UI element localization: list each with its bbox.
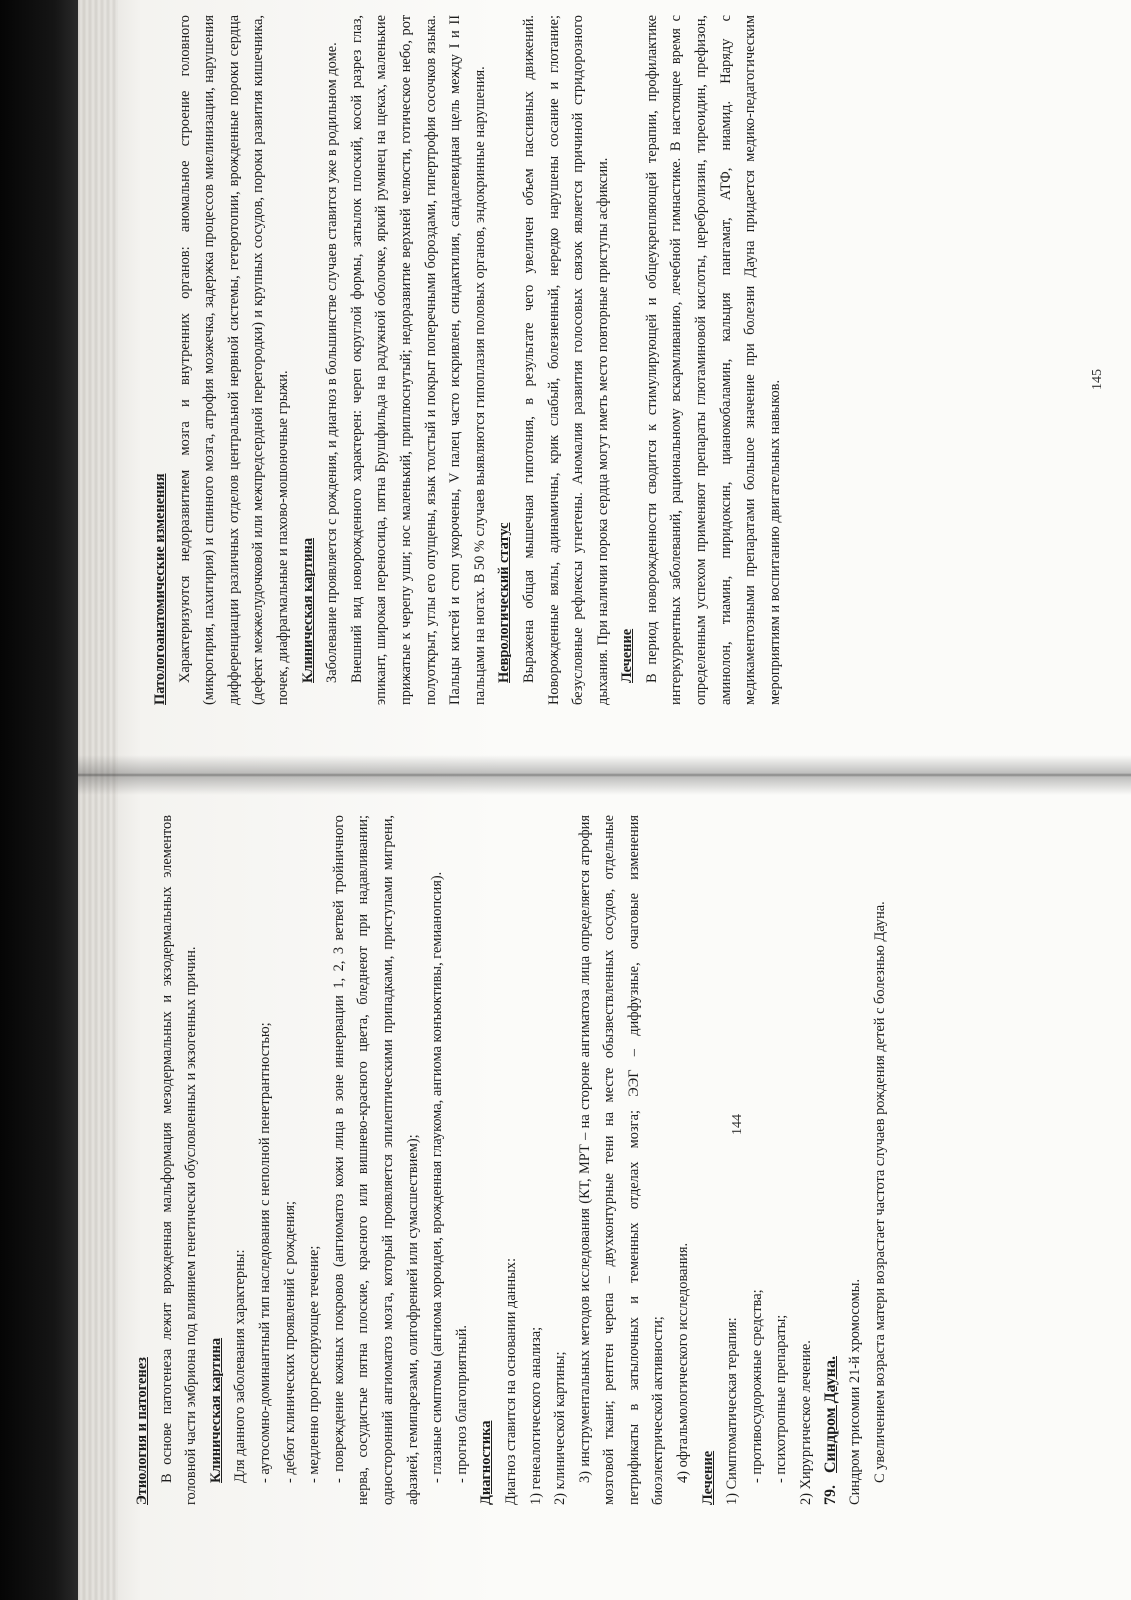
section-title: Синдром Дауна. [821, 1356, 839, 1473]
page-144 [130, 815, 892, 1505]
clinic-item: - медленно прогрессирующее течение; [306, 1245, 323, 1483]
clinic-item: - прогноз благоприятный. [453, 1324, 470, 1483]
treat-item: 2) Хирургическое лечение. [798, 1340, 815, 1505]
diag-item: 1) генеалогического анализа; [527, 1326, 544, 1505]
clinic-item: - аутосомно-доминантный тип наследования с неполной пенетрантностью; [256, 1022, 273, 1483]
section-number: 79. [821, 1485, 839, 1505]
treat-item: 1) Симптоматическая терапия: [724, 1317, 741, 1505]
page-number-145: 145 [1090, 369, 1105, 390]
neuro-heading: Неврологический статус [496, 522, 513, 683]
clinic-text-2: Внешний вид новорожденного характерен: череп округлой формы, затылок плоский, косой разрез глаз, эпикант, широкая переносица, пятна Брушфильда на радужной оболочке, яркий румянец на щеках, маленькие прижатые к черепу уши; нос маленький, приплюснутый; недоразвитие верхней челюсти, готическое небо, рот полуоткрыт, углы его опущены, язык толстый и покрыт поперечными бороздами, гипертрофия сосочков языка. Пальцы кистей и стоп укорочены, V палец часто искривлен, синдактилия, сандалевидная щель между I и II пальцами на ногах. В 50 % случаев выявляются гипоплазия половых органов, эндокринные нарушения. [348, 15, 488, 705]
diag-heading: Диагностика [478, 1420, 495, 1505]
down-line-1: Синдром трисомии 21-й хромосомы. [847, 1278, 864, 1505]
treat-text: В период новорожденности сводится к стимулирующей и общеукрепляющей терапии, профилактике интеркуррентных заболеваний, рациональному вскармливанию, лечебной гимнастике. В настоящее время с определенным успехом применяют препараты глютаминовой кислоты, церебролизин, тиреоидин, префизон, аминолон, тиамин, пиридоксин, цианокобаламин, кальция пангамат, АТФ, ниамид. Наряду с медикаментозными препаратами большое значение при болезни Дауна придается медико-педагогическим мероприятиям и воспитанию двигательных навыков. [643, 15, 783, 705]
down-line-2: С увеличением возраста матери возрастает частота случаев рождения детей с болезнью Дауна. [871, 901, 888, 1483]
clinic-item: - дебют клинических проявлений с рождения; [281, 1200, 298, 1483]
diag-intro: Диагноз ставится на основании данных: [502, 1258, 519, 1505]
book-gutter [78, 755, 1131, 795]
neuro-text: Выражена общая мышечная гипотония, в результате чего увеличен объем пассивных движений. Новорожденные вялы, адинамичны, крик слабый, болезненный, нередко нарушены сосание и глотание; безусловные рефлексы угнетены. Аномалия развития голосовых связок является причиной стридорозного дыхания. При наличии порока сердца могут иметь место повторные приступы асфиксии. [520, 15, 611, 705]
clinic-heading: Клиническая картина [299, 537, 316, 683]
treat-heading: Лечение [699, 1450, 716, 1505]
book-binding-shadow [0, 0, 78, 1600]
diag-item: 2) клинической картины; [552, 1351, 569, 1505]
etiology-heading: Этиология и патогенез [134, 1357, 150, 1505]
clinic-heading: Клиническая картина [207, 1337, 224, 1483]
clinic-item: - глазные симптомы (ангиома хороидеи, врожденная глаукома, ангиома конъюктивы, гемианопсия). [429, 871, 446, 1483]
treat-item: - психотропные препараты; [773, 1314, 790, 1483]
clinic-text-1: Заболевание проявляется с рождения, и диагноз в большинстве случаев ставится уже в родильном доме. [324, 42, 341, 683]
down-syndrome-title [819, 815, 844, 1505]
etiology-text: В основе патогенеза лежит врожденная мальформация мезодермальных и экзодермальных элементов головной части эмбриона под влиянием генетически обусловленных и экзогенных причин. [158, 815, 200, 1505]
treat-heading: Лечение [619, 628, 636, 683]
diag-item: 4) офтальмологического исследования. [675, 1242, 692, 1483]
clinic-item: - повреждение кожных покровов (ангиоматоз кожи лица в зоне иннервации 1, 2, 3 ветвей тройничного нерва, сосудистые пятна плоские, красного или вишнево-красного цвета, бледнеют при надавливании; односторонний ангиоматоз мозга, который проявляется эпилептическими припадками, приступами мигрени, афазией, гемипарезами, олигофренией или сумасшествием); [330, 815, 421, 1505]
page-145 [148, 15, 787, 705]
patho-heading: Патологоанатомические изменения [152, 473, 168, 705]
treat-item: - противосудорожные средства; [748, 1289, 765, 1483]
diag-item: 3) инструментальных методов исследования (КТ, МРТ – на стороне ангиматоза лица определяется атрофия мозговой ткани; рентген черепа – двухконтурные тени на месте обызвествленных сосудов, отдельные петрификаты в затылочных и теменных отделах мозга; ЭЭГ – диффузные, очаговые изменения биоэлектрической активности; [576, 815, 667, 1505]
patho-text: Характеризуются недоразвитием мозга и внутренних органов: аномальное строение головного (микрогирия, пахигирия) и спинного мозга, атрофия мозжечка, задержка процессов миелинизации, нарушения дифференциации различных отделов центральной нервной системы, гетеротопии, врожденные пороки сердца (дефект межжелудочковой или межпредсердной перегородки) и крупных сосудов, пороки развития кишечника, почек, диафрагмальные и пахово-мошоночные грыжи. [176, 15, 291, 705]
page-number-144: 144 [730, 1114, 745, 1135]
page-edges [78, 0, 118, 1600]
clinic-intro: Для данного заболевания характерны: [232, 1249, 249, 1483]
